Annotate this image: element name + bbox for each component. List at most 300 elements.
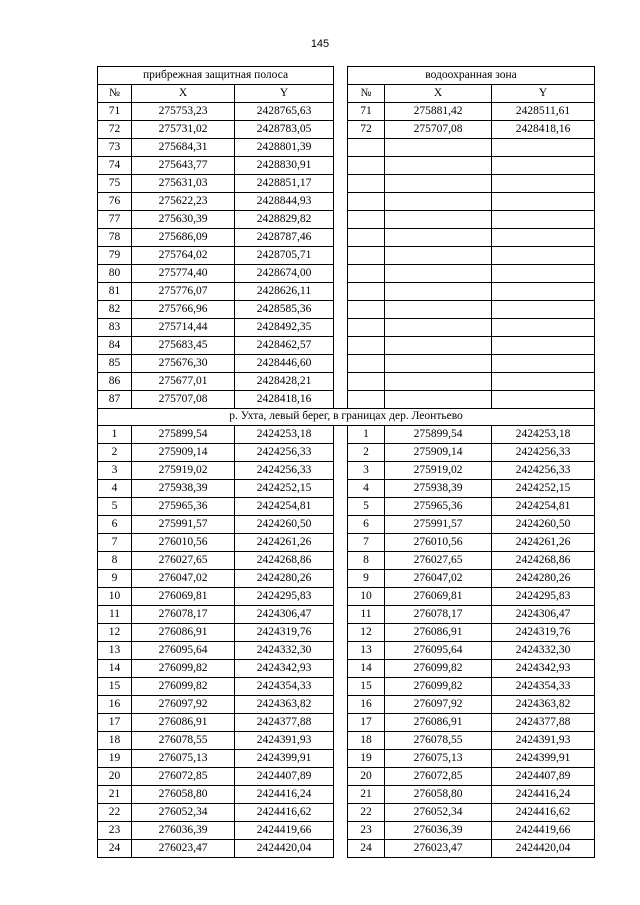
cell-number: 15 (98, 678, 132, 696)
column-gap (334, 678, 348, 696)
cell-x: 275909,14 (385, 444, 492, 462)
empty-cell (385, 175, 492, 193)
empty-cell (385, 229, 492, 247)
column-gap (334, 606, 348, 624)
cell-x: 276099,82 (385, 678, 492, 696)
cell-x: 276023,47 (385, 840, 492, 858)
cell-x: 275631,03 (132, 175, 235, 193)
cell-number: 19 (348, 750, 385, 768)
cell-y: 2424354,33 (492, 678, 595, 696)
cell-x: 276086,91 (132, 714, 235, 732)
cell-x: 276095,64 (385, 642, 492, 660)
cell-y: 2428844,93 (235, 193, 334, 211)
header-num: № (348, 85, 385, 103)
cell-x: 276086,91 (132, 624, 235, 642)
cell-y: 2424252,15 (492, 480, 595, 498)
cell-x: 275683,45 (132, 337, 235, 355)
cell-y: 2424416,62 (235, 804, 334, 822)
cell-number: 82 (98, 301, 132, 319)
empty-cell (492, 301, 595, 319)
cell-number: 2 (98, 444, 132, 462)
table-row (98, 822, 595, 840)
table-row (98, 211, 595, 229)
cell-y: 2428418,16 (492, 121, 595, 139)
cell-x: 275643,77 (132, 157, 235, 175)
cell-x: 276097,92 (132, 696, 235, 714)
cell-number: 4 (98, 480, 132, 498)
cell-y: 2424332,30 (492, 642, 595, 660)
cell-y: 2424377,88 (492, 714, 595, 732)
cell-x: 275677,01 (132, 373, 235, 391)
cell-x: 275707,08 (385, 121, 492, 139)
column-gap (334, 786, 348, 804)
cell-number: 10 (348, 588, 385, 606)
cell-y: 2424254,81 (235, 498, 334, 516)
table-row (98, 265, 595, 283)
cell-number: 22 (348, 804, 385, 822)
column-gap (334, 768, 348, 786)
column-gap (334, 426, 348, 444)
column-gap (334, 642, 348, 660)
cell-y: 2428626,11 (235, 283, 334, 301)
cell-x: 275938,39 (385, 480, 492, 498)
cell-number: 1 (98, 426, 132, 444)
cell-x: 276097,92 (385, 696, 492, 714)
cell-y: 2424261,26 (492, 534, 595, 552)
cell-x: 275909,14 (132, 444, 235, 462)
column-gap (334, 444, 348, 462)
column-gap (334, 121, 348, 139)
cell-y: 2424391,93 (235, 732, 334, 750)
column-gap (334, 355, 348, 373)
cell-y: 2428585,36 (235, 301, 334, 319)
cell-x: 276086,91 (385, 624, 492, 642)
cell-y: 2424253,18 (235, 426, 334, 444)
column-gap (334, 570, 348, 588)
cell-number: 72 (348, 121, 385, 139)
cell-y: 2428830,91 (235, 157, 334, 175)
cell-y: 2424416,24 (235, 786, 334, 804)
cell-number: 14 (98, 660, 132, 678)
cell-y: 2428829,82 (235, 211, 334, 229)
cell-x: 276052,34 (132, 804, 235, 822)
table-row (98, 840, 595, 858)
cell-number: 16 (348, 696, 385, 714)
table-row (98, 157, 595, 175)
cell-y: 2424399,91 (235, 750, 334, 768)
empty-cell (492, 193, 595, 211)
cell-number: 3 (98, 462, 132, 480)
cell-x: 275707,08 (132, 391, 235, 409)
cell-y: 2428705,71 (235, 247, 334, 265)
cell-y: 2424319,76 (235, 624, 334, 642)
cell-number: 74 (98, 157, 132, 175)
cell-y: 2424260,50 (235, 516, 334, 534)
cell-number: 7 (98, 534, 132, 552)
column-gap (334, 211, 348, 229)
cell-number: 1 (348, 426, 385, 444)
empty-cell (492, 139, 595, 157)
cell-x: 276058,80 (385, 786, 492, 804)
cell-y: 2424420,04 (492, 840, 595, 858)
cell-x: 276078,55 (385, 732, 492, 750)
cell-number: 19 (98, 750, 132, 768)
cell-y: 2424280,26 (235, 570, 334, 588)
table-row (98, 588, 595, 606)
cell-x: 275774,40 (132, 265, 235, 283)
cell-y: 2428446,60 (235, 355, 334, 373)
cell-x: 276099,82 (132, 678, 235, 696)
empty-cell (348, 337, 385, 355)
cell-number: 12 (348, 624, 385, 642)
cell-number: 78 (98, 229, 132, 247)
empty-cell (492, 157, 595, 175)
cell-number: 15 (348, 678, 385, 696)
empty-cell (385, 139, 492, 157)
empty-cell (348, 355, 385, 373)
cell-y: 2424363,82 (235, 696, 334, 714)
cell-number: 12 (98, 624, 132, 642)
cell-y: 2424416,62 (492, 804, 595, 822)
table-row (98, 714, 595, 732)
empty-cell (348, 211, 385, 229)
section-title: р. Ухта, левый берег, в границах дер. Леонтьево (98, 409, 595, 426)
cell-number: 18 (348, 732, 385, 750)
table-row (98, 319, 595, 337)
column-gap (334, 373, 348, 391)
cell-y: 2424399,91 (492, 750, 595, 768)
column-gap (334, 624, 348, 642)
cell-y: 2428492,35 (235, 319, 334, 337)
cell-y: 2428765,63 (235, 103, 334, 121)
cell-x: 276069,81 (132, 588, 235, 606)
empty-cell (348, 229, 385, 247)
cell-x: 275731,02 (132, 121, 235, 139)
cell-y: 2424419,66 (492, 822, 595, 840)
table-row (98, 283, 595, 301)
cell-x: 275919,02 (385, 462, 492, 480)
cell-y: 2424377,88 (235, 714, 334, 732)
cell-number: 5 (348, 498, 385, 516)
empty-cell (385, 247, 492, 265)
column-gap (334, 337, 348, 355)
table-row (98, 516, 595, 534)
column-gap (334, 391, 348, 409)
cell-x: 276072,85 (132, 768, 235, 786)
cell-x: 276023,47 (132, 840, 235, 858)
cell-number: 11 (348, 606, 385, 624)
empty-cell (348, 265, 385, 283)
column-gap (334, 732, 348, 750)
column-gap (334, 822, 348, 840)
empty-cell (492, 373, 595, 391)
cell-y: 2424342,93 (235, 660, 334, 678)
cell-number: 77 (98, 211, 132, 229)
column-gap (334, 103, 348, 121)
column-gap (334, 660, 348, 678)
column-gap (334, 696, 348, 714)
table-row (98, 606, 595, 624)
empty-cell (385, 157, 492, 175)
empty-cell (348, 373, 385, 391)
cell-number: 72 (98, 121, 132, 139)
table-row (98, 355, 595, 373)
table-row (98, 175, 595, 193)
empty-cell (492, 175, 595, 193)
header-left-title: прибрежная защитная полоса (98, 67, 334, 85)
column-gap (334, 265, 348, 283)
table-row (98, 480, 595, 498)
cell-y: 2424419,66 (235, 822, 334, 840)
empty-cell (385, 373, 492, 391)
cell-y: 2428462,57 (235, 337, 334, 355)
empty-cell (492, 319, 595, 337)
cell-x: 276095,64 (132, 642, 235, 660)
empty-cell (492, 283, 595, 301)
cell-y: 2428787,46 (235, 229, 334, 247)
column-gap (334, 67, 348, 85)
cell-x: 276036,39 (385, 822, 492, 840)
empty-cell (348, 175, 385, 193)
table-row (98, 732, 595, 750)
cell-number: 24 (98, 840, 132, 858)
cell-number: 9 (348, 570, 385, 588)
table-row (98, 373, 595, 391)
cell-y: 2424306,47 (235, 606, 334, 624)
cell-x: 276075,13 (385, 750, 492, 768)
empty-cell (348, 247, 385, 265)
cell-number: 71 (98, 103, 132, 121)
header-y: Y (492, 85, 595, 103)
cell-x: 275766,96 (132, 301, 235, 319)
cell-x: 275753,23 (132, 103, 235, 121)
cell-x: 275776,07 (132, 283, 235, 301)
cell-x: 275686,09 (132, 229, 235, 247)
cell-number: 20 (98, 768, 132, 786)
cell-x: 276069,81 (385, 588, 492, 606)
cell-number: 13 (98, 642, 132, 660)
empty-cell (385, 283, 492, 301)
cell-y: 2424391,93 (492, 732, 595, 750)
table-row (98, 139, 595, 157)
empty-cell (348, 301, 385, 319)
cell-y: 2424260,50 (492, 516, 595, 534)
cell-x: 276047,02 (385, 570, 492, 588)
table-row (98, 444, 595, 462)
cell-y: 2424256,33 (492, 444, 595, 462)
table-row (98, 229, 595, 247)
empty-cell (348, 157, 385, 175)
cell-x: 276027,65 (385, 552, 492, 570)
empty-cell (385, 319, 492, 337)
empty-cell (492, 247, 595, 265)
empty-cell (385, 355, 492, 373)
cell-y: 2424354,33 (235, 678, 334, 696)
cell-y: 2424254,81 (492, 498, 595, 516)
cell-number: 75 (98, 175, 132, 193)
column-gap (334, 840, 348, 858)
cell-number: 76 (98, 193, 132, 211)
column-gap (334, 498, 348, 516)
cell-x: 276052,34 (385, 804, 492, 822)
cell-y: 2424252,15 (235, 480, 334, 498)
cell-number: 4 (348, 480, 385, 498)
table-row (98, 391, 595, 409)
cell-number: 79 (98, 247, 132, 265)
empty-cell (348, 139, 385, 157)
cell-y: 2428783,05 (235, 121, 334, 139)
table-row (98, 247, 595, 265)
cell-number: 87 (98, 391, 132, 409)
empty-cell (492, 337, 595, 355)
cell-y: 2428801,39 (235, 139, 334, 157)
table-row (98, 534, 595, 552)
header-x: X (132, 85, 235, 103)
cell-number: 21 (348, 786, 385, 804)
empty-cell (385, 391, 492, 409)
coordinates-table (97, 66, 595, 858)
column-gap (334, 247, 348, 265)
table-row (98, 426, 595, 444)
cell-y: 2424407,89 (235, 768, 334, 786)
cell-number: 80 (98, 265, 132, 283)
table-row (98, 750, 595, 768)
cell-number: 23 (348, 822, 385, 840)
empty-cell (385, 265, 492, 283)
cell-y: 2424256,33 (235, 462, 334, 480)
cell-number: 6 (348, 516, 385, 534)
cell-x: 275965,36 (385, 498, 492, 516)
cell-x: 275622,23 (132, 193, 235, 211)
cell-y: 2424407,89 (492, 768, 595, 786)
cell-y: 2428674,00 (235, 265, 334, 283)
table-row (98, 786, 595, 804)
cell-x: 276099,82 (385, 660, 492, 678)
cell-x: 275965,36 (132, 498, 235, 516)
column-gap (334, 301, 348, 319)
empty-cell (385, 301, 492, 319)
header-title-row (98, 67, 595, 85)
table-row (98, 498, 595, 516)
cell-number: 14 (348, 660, 385, 678)
table-row (98, 337, 595, 355)
column-gap (334, 283, 348, 301)
column-gap (334, 229, 348, 247)
cell-x: 276086,91 (385, 714, 492, 732)
cell-y: 2424342,93 (492, 660, 595, 678)
cell-number: 71 (348, 103, 385, 121)
column-gap (334, 534, 348, 552)
cell-y: 2424256,33 (492, 462, 595, 480)
header-columns-row (98, 85, 595, 103)
cell-x: 275684,31 (132, 139, 235, 157)
cell-y: 2424280,26 (492, 570, 595, 588)
cell-x: 276027,65 (132, 552, 235, 570)
cell-number: 24 (348, 840, 385, 858)
cell-y: 2424306,47 (492, 606, 595, 624)
cell-number: 8 (348, 552, 385, 570)
cell-number: 2 (348, 444, 385, 462)
cell-x: 276078,17 (132, 606, 235, 624)
cell-x: 276010,56 (385, 534, 492, 552)
cell-x: 275676,30 (132, 355, 235, 373)
cell-number: 81 (98, 283, 132, 301)
column-gap (334, 552, 348, 570)
empty-cell (348, 391, 385, 409)
table-row (98, 301, 595, 319)
cell-x: 275899,54 (132, 426, 235, 444)
table-row (98, 696, 595, 714)
cell-x: 276047,02 (132, 570, 235, 588)
cell-x: 276075,13 (132, 750, 235, 768)
cell-number: 16 (98, 696, 132, 714)
cell-number: 3 (348, 462, 385, 480)
cell-number: 23 (98, 822, 132, 840)
empty-cell (492, 265, 595, 283)
empty-cell (348, 283, 385, 301)
header-y: Y (235, 85, 334, 103)
table-row (98, 768, 595, 786)
cell-x: 276078,17 (385, 606, 492, 624)
cell-x: 275881,42 (385, 103, 492, 121)
cell-x: 276058,80 (132, 786, 235, 804)
cell-x: 276072,85 (385, 768, 492, 786)
cell-x: 276010,56 (132, 534, 235, 552)
cell-number: 73 (98, 139, 132, 157)
cell-number: 85 (98, 355, 132, 373)
empty-cell (385, 337, 492, 355)
cell-number: 13 (348, 642, 385, 660)
table-row (98, 804, 595, 822)
cell-number: 18 (98, 732, 132, 750)
table-row (98, 462, 595, 480)
cell-number: 22 (98, 804, 132, 822)
cell-x: 275991,57 (132, 516, 235, 534)
cell-number: 6 (98, 516, 132, 534)
column-gap (334, 175, 348, 193)
header-right-title: водоохранная зона (348, 67, 595, 85)
empty-cell (348, 319, 385, 337)
header-num: № (98, 85, 132, 103)
cell-number: 84 (98, 337, 132, 355)
cell-x: 275630,39 (132, 211, 235, 229)
column-gap (334, 139, 348, 157)
column-gap (334, 588, 348, 606)
table-row (98, 570, 595, 588)
cell-x: 275938,39 (132, 480, 235, 498)
cell-y: 2424261,26 (235, 534, 334, 552)
cell-y: 2424295,83 (235, 588, 334, 606)
column-gap (334, 319, 348, 337)
cell-y: 2428511,61 (492, 103, 595, 121)
cell-y: 2424256,33 (235, 444, 334, 462)
empty-cell (492, 211, 595, 229)
table-row (98, 624, 595, 642)
column-gap (334, 157, 348, 175)
column-gap (334, 714, 348, 732)
cell-y: 2424416,24 (492, 786, 595, 804)
table-row (98, 642, 595, 660)
column-gap (334, 193, 348, 211)
empty-cell (385, 211, 492, 229)
cell-number: 10 (98, 588, 132, 606)
column-gap (334, 462, 348, 480)
cell-y: 2428418,16 (235, 391, 334, 409)
table-row (98, 660, 595, 678)
cell-number: 83 (98, 319, 132, 337)
cell-y: 2424268,86 (492, 552, 595, 570)
cell-y: 2424319,76 (492, 624, 595, 642)
